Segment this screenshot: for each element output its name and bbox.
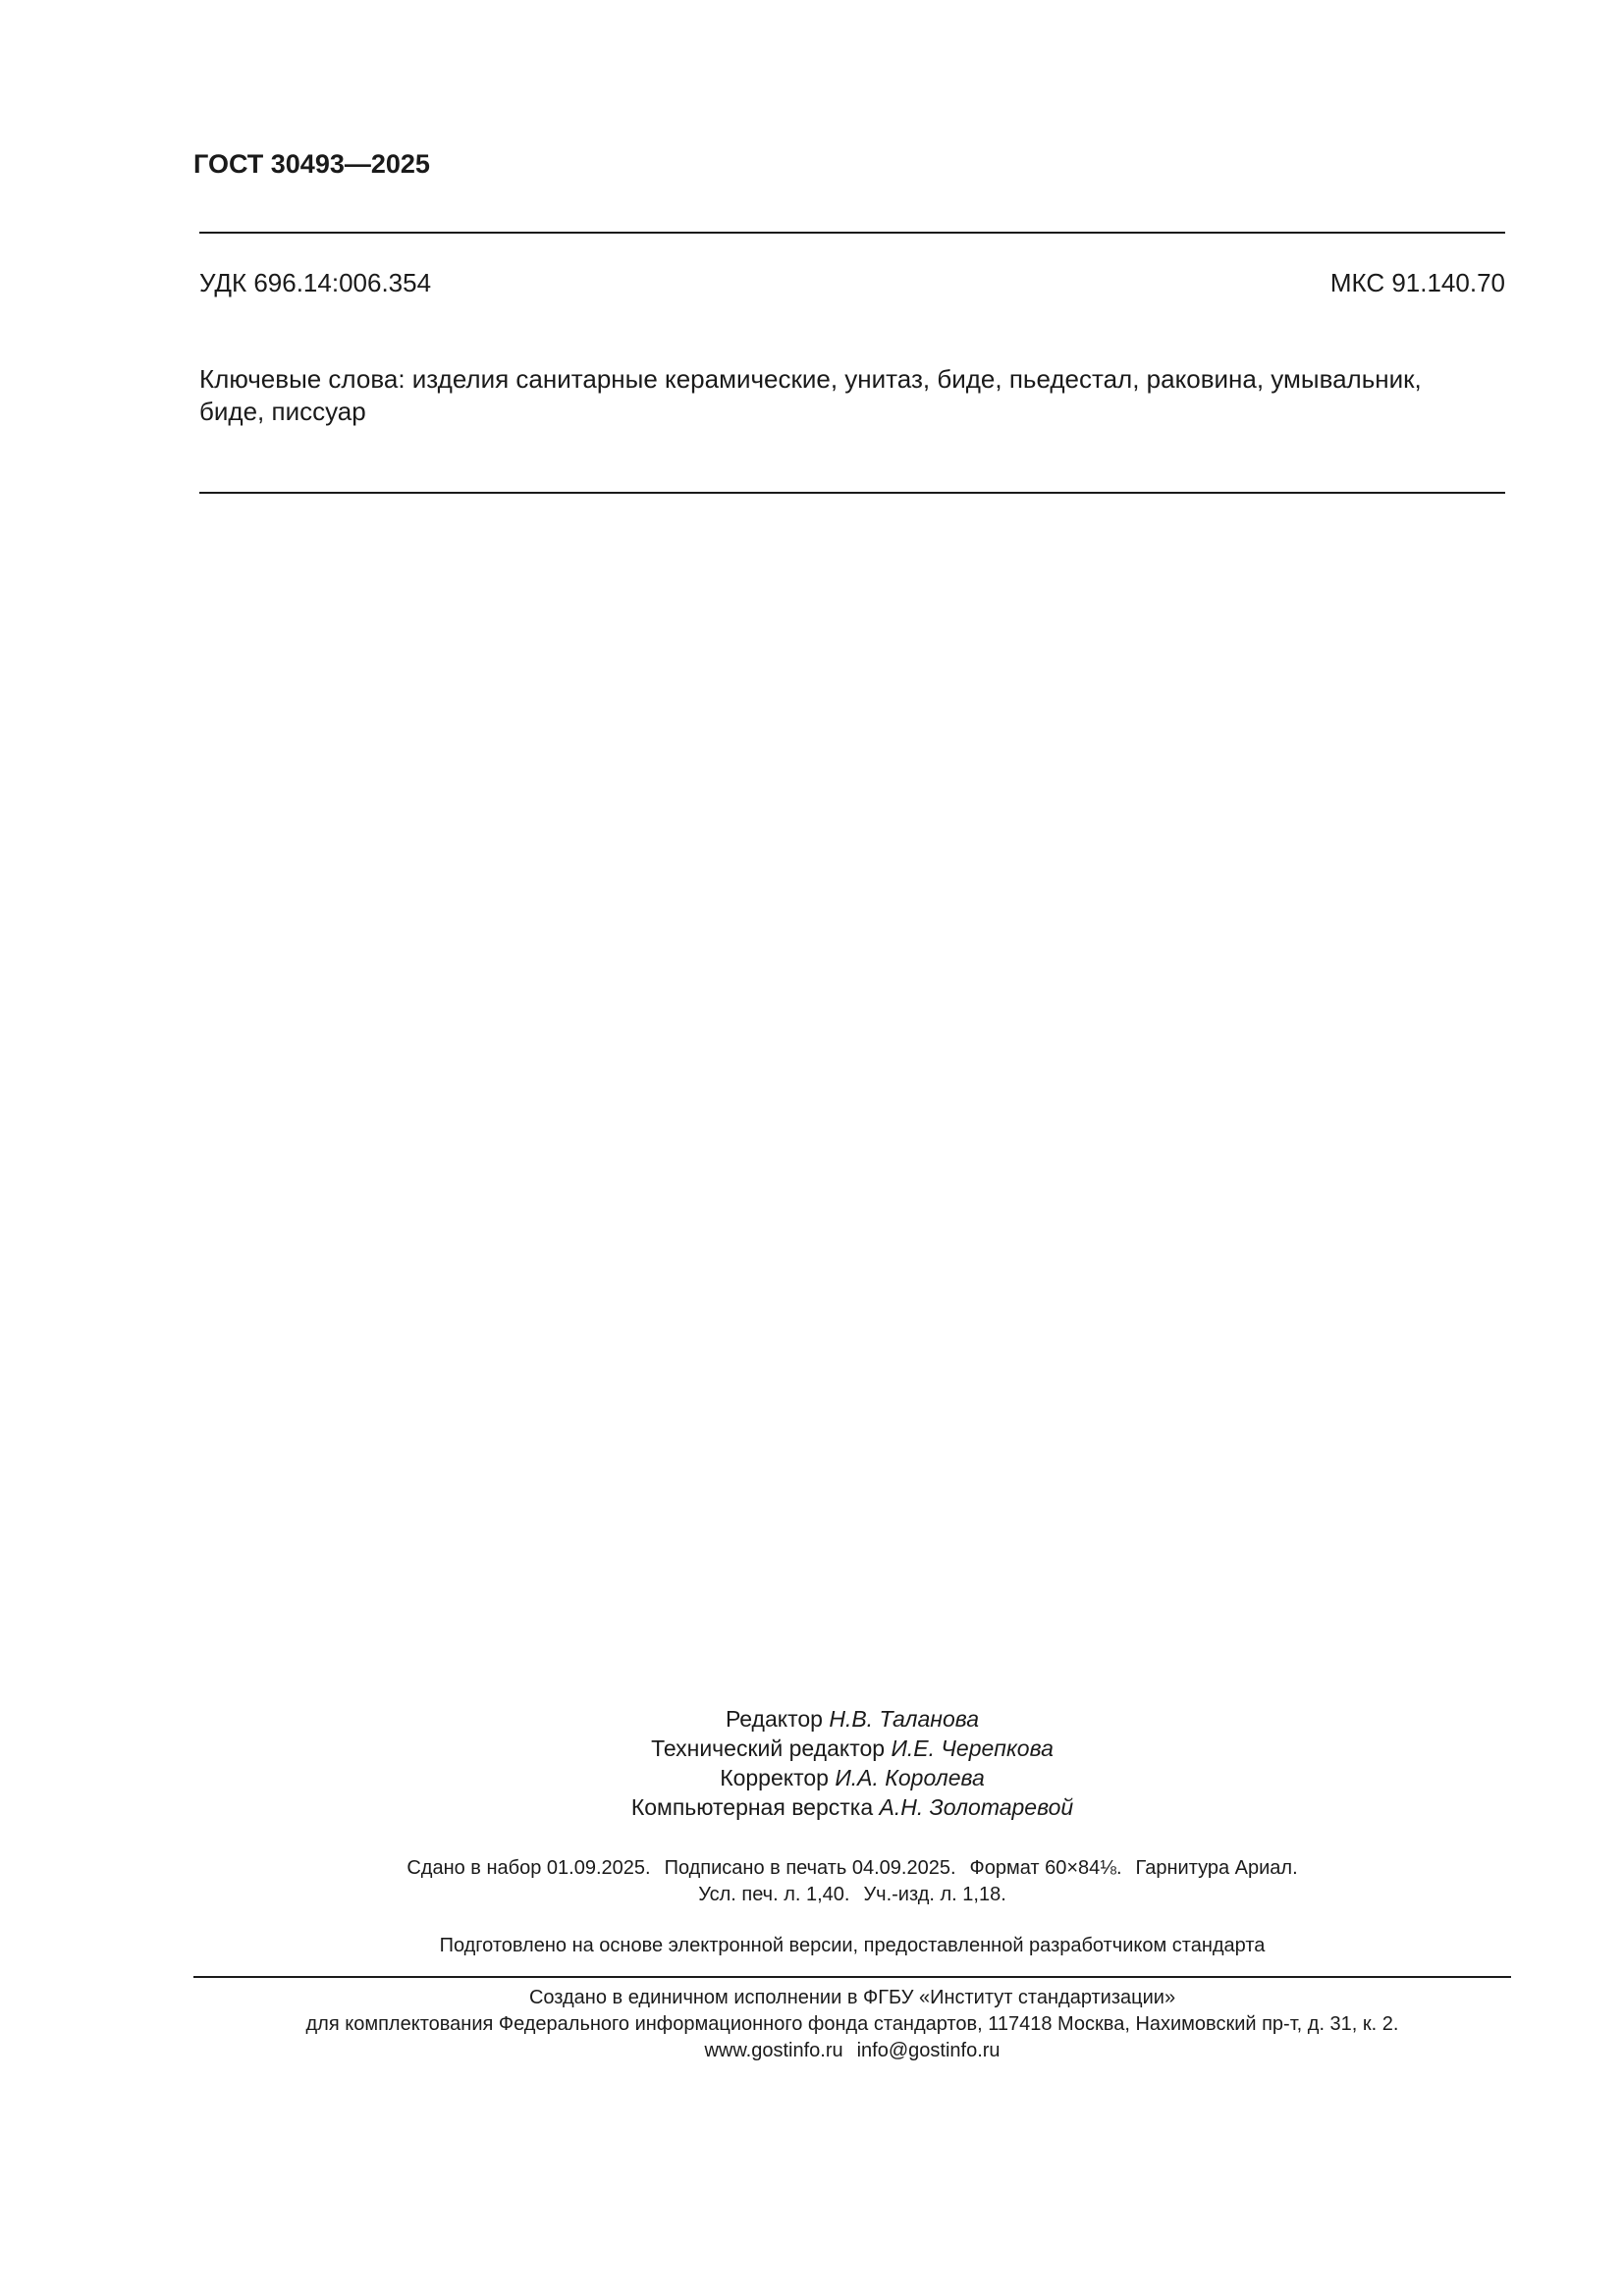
- print-sheets: Усл. печ. л. 1,40.: [698, 1884, 850, 1905]
- top-divider: [199, 232, 1505, 234]
- typeset-date: Сдано в набор 01.09.2025.: [406, 1857, 651, 1879]
- proofreader-name: И.А. Королева: [835, 1765, 985, 1790]
- credits-block: [393, 1704, 1312, 1822]
- footer-purpose: для комплектования Федерального информационного фонда стандартов, 117418 Москва, Нахимовский пр-т, д. 31, к. 2.: [305, 2013, 1399, 2035]
- credit-proofreader: [393, 1763, 1312, 1792]
- editor-name: Н.В. Таланова: [829, 1706, 980, 1732]
- footer-contacts: [196, 2038, 1508, 2064]
- footer-created: Создано в единичном исполнении в ФГБУ «Институт стандартизации»: [528, 1987, 1176, 2008]
- credit-editor: [393, 1704, 1312, 1734]
- keywords-divider: [199, 492, 1505, 494]
- email-link[interactable]: info@gostinfo.ru: [856, 2040, 1001, 2061]
- footer-divider: [193, 1976, 1511, 1978]
- document-number: ГОСТ 30493—2025: [193, 149, 430, 179]
- keywords-line-2: биде, писсуар: [199, 397, 366, 426]
- tech-editor-role: Технический редактор: [651, 1735, 886, 1761]
- layout-role: Компьютерная верстка: [630, 1794, 874, 1820]
- website-link[interactable]: www.gostinfo.ru: [704, 2040, 843, 2061]
- typeface: Гарнитура Ариал.: [1135, 1857, 1298, 1879]
- tech-editor-name: И.Е. Черепкова: [891, 1735, 1054, 1761]
- mks-code: МКС 91.140.70: [1329, 268, 1505, 297]
- publisher-sheets: Уч.-изд. л. 1,18.: [863, 1884, 1006, 1905]
- keywords-line-1: Ключевые слова: изделия санитарные керамические, унитаз, биде, пьедестал, раковина, умывальник,: [199, 364, 1422, 394]
- credit-layout: [393, 1792, 1312, 1822]
- udk-code: УДК 696.14:006.354: [199, 268, 432, 297]
- publication-info: [295, 1855, 1410, 1908]
- paper-format: Формат 60×84⅛.: [969, 1857, 1122, 1879]
- keywords-block: [199, 363, 1511, 428]
- footer-block: [196, 1985, 1508, 2064]
- layout-name: А.Н. Золотаревой: [879, 1794, 1074, 1820]
- signed-date: Подписано в печать 04.09.2025.: [664, 1857, 956, 1879]
- prepared-note: Подготовлено на основе электронной версии, предоставленной разработчиком стандарта: [439, 1935, 1266, 1956]
- credit-tech-editor: [393, 1734, 1312, 1763]
- proofreader-role: Корректор: [720, 1765, 829, 1790]
- publication-line-2: [295, 1882, 1410, 1908]
- publication-line-1: [295, 1855, 1410, 1882]
- editor-role: Редактор: [725, 1706, 823, 1732]
